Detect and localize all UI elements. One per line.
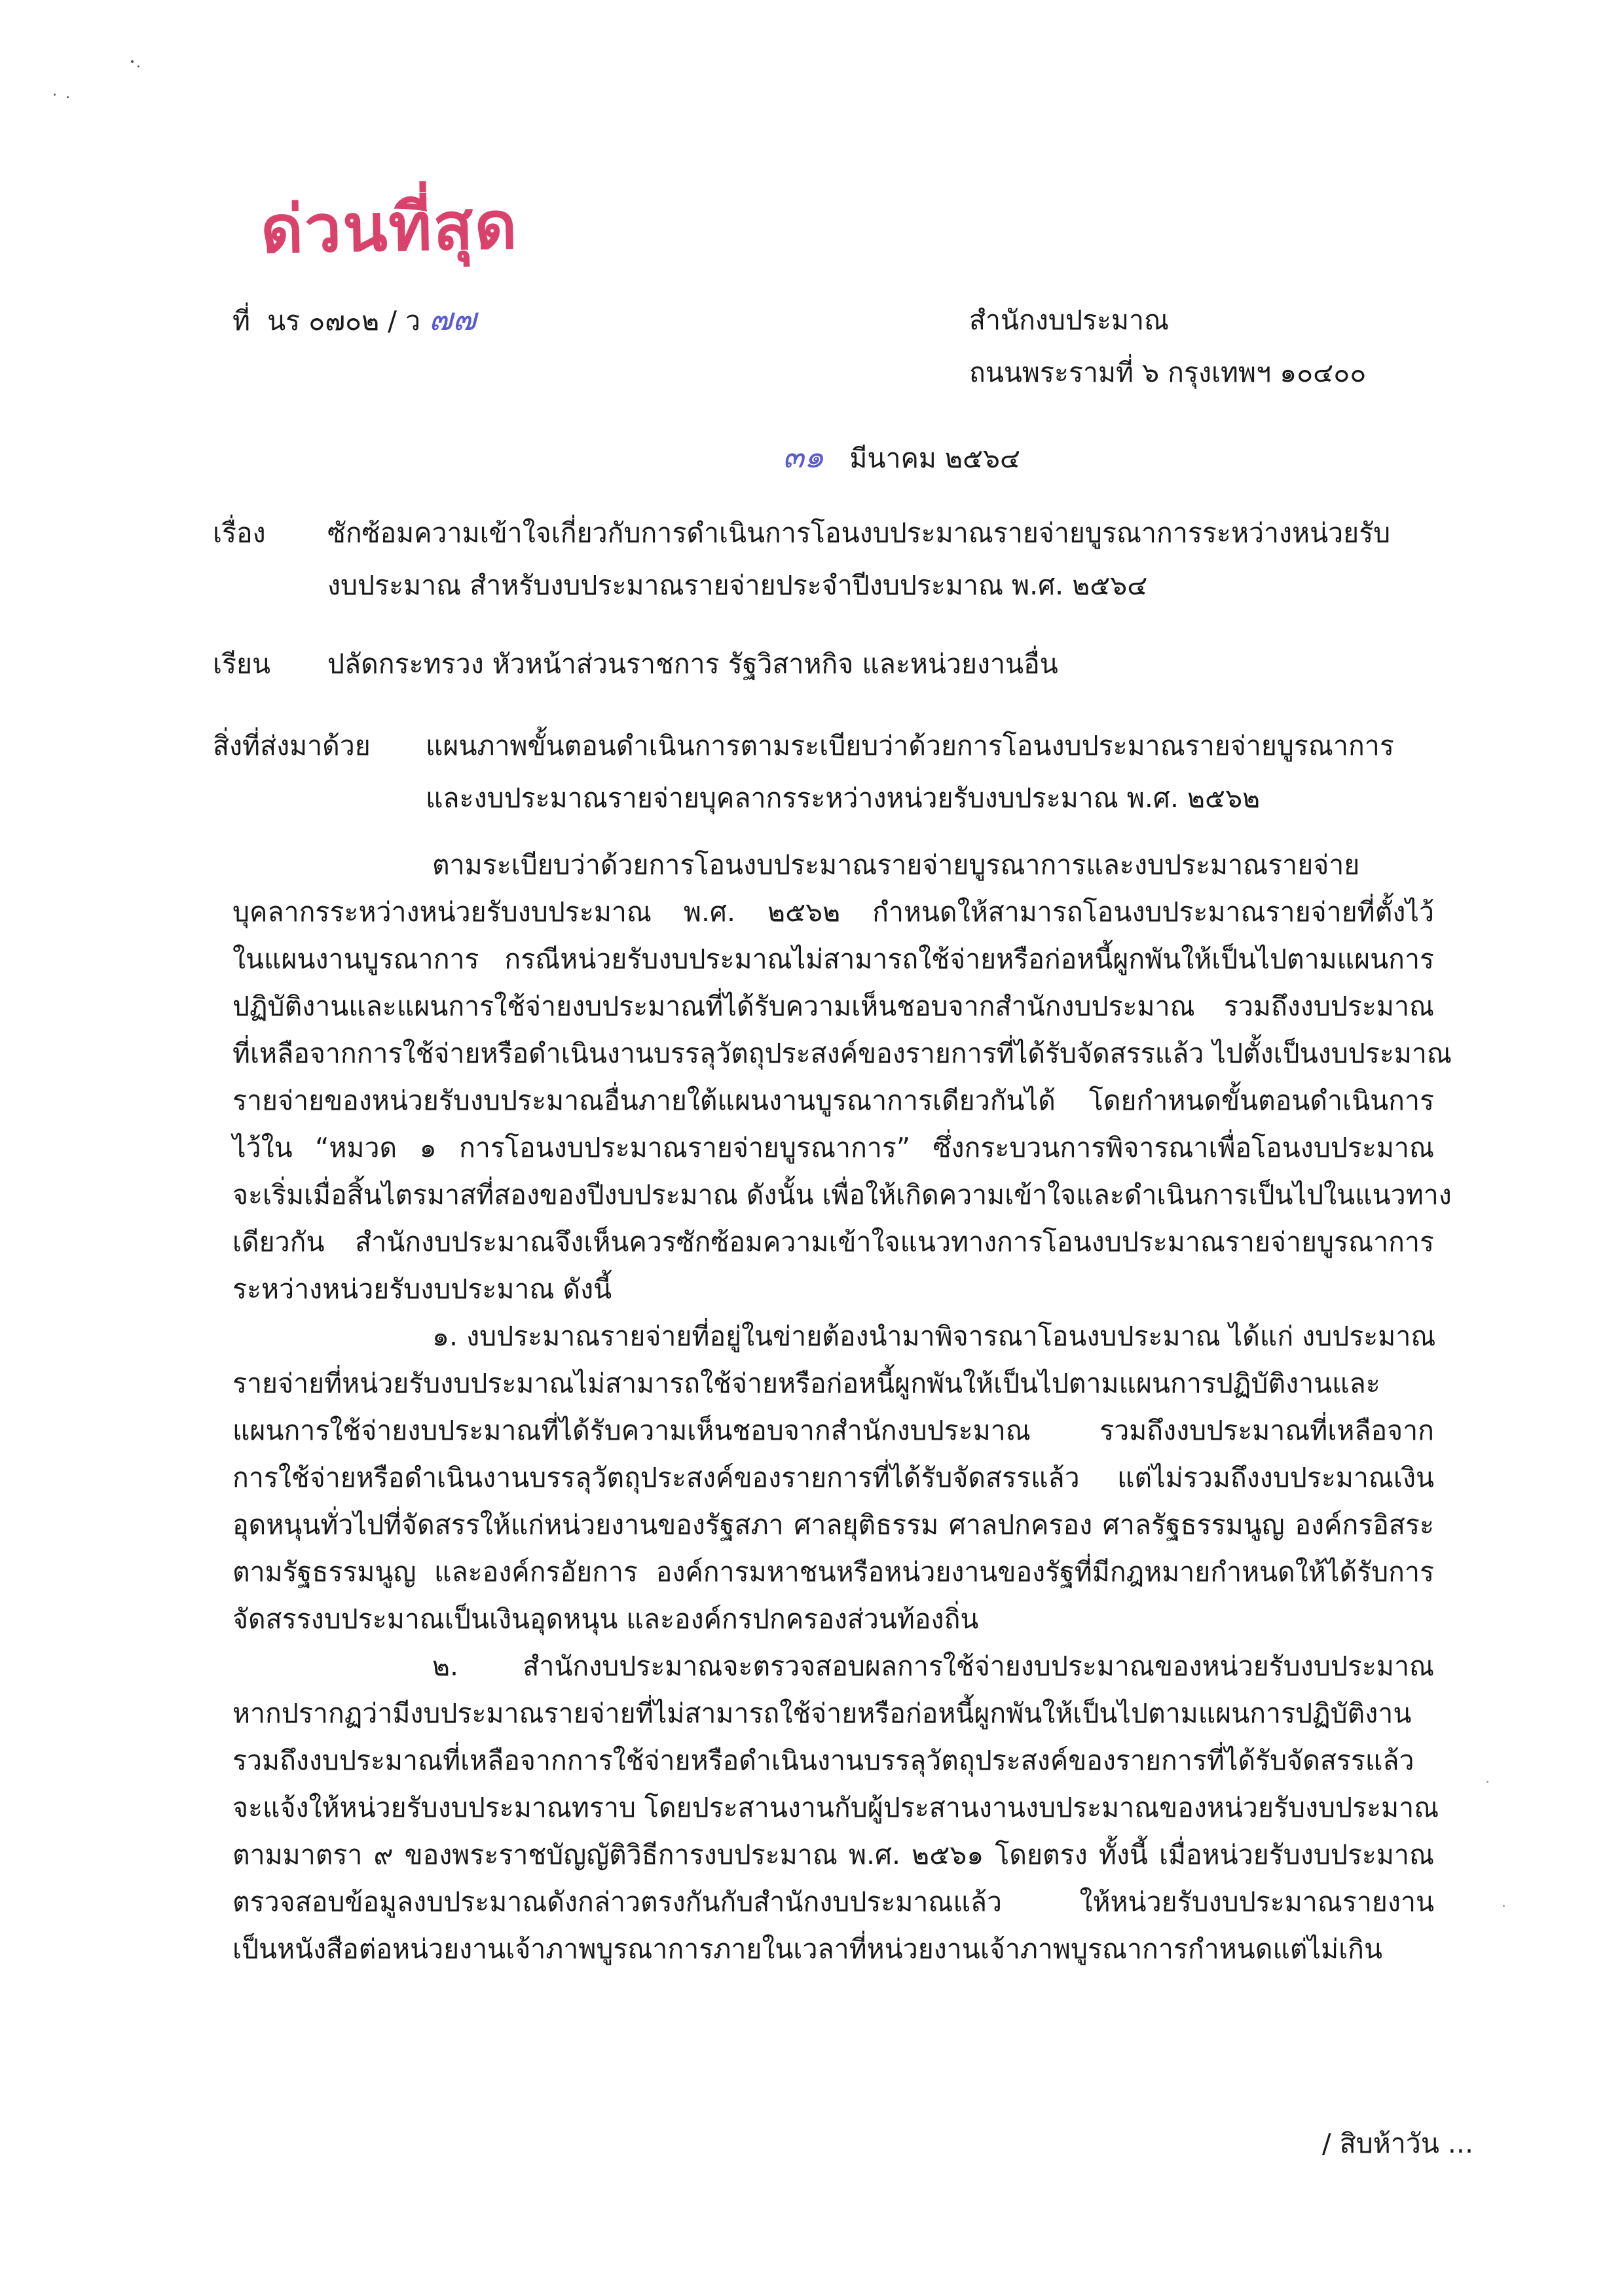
reference-number [232, 301, 476, 339]
paragraph-line: จะเริ่มเมื่อสิ้นไตรมาสที่สองของปีงบประมาณ ดังนั้น เพื่อให้เกิดความเข้าใจและดำเนินการเป็นไปในแนวทาง [232, 1179, 1452, 1211]
reference-handwritten-number: ๗๗ [429, 301, 477, 338]
subject-line: ซักซ้อมความเข้าใจเกี่ยวกับการดำเนินการโอนงบประมาณรายจ่ายบูรณาการระหว่างหน่วยรับ [327, 517, 1391, 549]
paragraph-line: ๒. สำนักงบประมาณจะตรวจสอบผลการใช้จ่ายงบประมาณของหน่วยรับงบประมาณ [432, 1650, 1434, 1682]
paragraph-line: ตามระเบียบว่าด้วยการโอนงบประมาณรายจ่ายบูรณาการและงบประมาณรายจ่าย [432, 849, 1360, 881]
subject-line: งบประมาณ สำหรับงบประมาณรายจ่ายประจำปีงบประมาณ พ.ศ. ๒๕๖๔ [327, 570, 1148, 601]
paper-speck [67, 96, 69, 98]
paper-speck [131, 60, 134, 63]
paper-speck [1486, 1781, 1488, 1783]
paper-speck [138, 65, 139, 67]
paragraph-line: ตรวจสอบข้อมูลงบประมาณดังกล่าวตรงกันกับสำนักงบประมาณแล้ว ให้หน่วยรับงบประมาณรายงาน [232, 1886, 1434, 1918]
sender-address: ถนนพระรามที่ ๖ กรุงเทพฯ ๑๐๔๐๐ [969, 357, 1367, 388]
subject-label: เรื่อง [213, 517, 266, 549]
enclosure-line: และงบประมาณรายจ่ายบุคลากรระหว่างหน่วยรับงบประมาณ พ.ศ. ๒๕๖๒ [426, 782, 1261, 814]
paragraph-line: บุคลากรระหว่างหน่วยรับงบประมาณ พ.ศ. ๒๕๖๒ กำหนดให้สามารถโอนงบประมาณรายจ่ายที่ตั้งไว้ [232, 896, 1434, 928]
addressee-label: เรียน [213, 648, 271, 680]
paragraph-line: ตามมาตรา ๙ ของพระราชบัญญัติวิธีการงบประมาณ พ.ศ. ๒๕๖๑ โดยตรง ทั้งนี้ เมื่อหน่วยรับงบประมาณ [232, 1839, 1434, 1870]
paragraph-line: จะแจ้งให้หน่วยรับงบประมาณทราบ โดยประสานงานกับผู้ประสานงานงบประมาณของหน่วยรับงบประมาณ [232, 1792, 1439, 1823]
paragraph-line: ๑. งบประมาณรายจ่ายที่อยู่ในข่ายต้องนำมาพิจารณาโอนงบประมาณ ได้แก่ งบประมาณ [432, 1321, 1436, 1352]
paragraph-line: แผนการใช้จ่ายงบประมาณที่ได้รับความเห็นชอบจากสำนักงบประมาณ รวมถึงงบประมาณที่เหลือจาก [232, 1415, 1434, 1446]
paper-speck [1503, 1905, 1505, 1907]
paragraph-line: จัดสรรงบประมาณเป็นเงินอุดหนุน และองค์กรปกครองส่วนท้องถิ่น [232, 1603, 979, 1635]
document-date [783, 439, 1020, 477]
paper-speck [54, 94, 56, 96]
paragraph-line: ตามรัฐธรรมนูญ และองค์กรอัยการ องค์การมหาชนหรือหน่วยงานของรัฐที่มีกฎหมายกำหนดให้ได้รับการ [232, 1556, 1434, 1588]
page-continuation: / สิบห้าวัน ... [1321, 2128, 1473, 2159]
item-1-paragraph [232, 1313, 1434, 1643]
paragraph-line: ในแผนงานบูรณาการ กรณีหน่วยรับงบประมาณไม่สามารถใช้จ่ายหรือก่อหนี้ผูกพันให้เป็นไปตามแผนการ [232, 943, 1434, 975]
urgency-stamp: ด่วนที่สุด [259, 186, 519, 268]
paragraph-line: รวมถึงงบประมาณที่เหลือจากการใช้จ่ายหรือดำเนินงานบรรลุวัตถุประสงค์ของรายการที่ได้รับจัดสรรแล้ว [232, 1745, 1414, 1776]
paragraph-line: เดียวกัน สำนักงบประมาณจึงเห็นควรซักซ้อมความเข้าใจแนวทางการโอนงบประมาณรายจ่ายบูรณาการ [232, 1226, 1434, 1258]
addressee-text: ปลัดกระทรวง หัวหน้าส่วนราชการ รัฐวิสาหกิจ และหน่วยงานอื่น [327, 648, 1058, 680]
intro-paragraph [232, 841, 1452, 1313]
reference-label: ที่ [232, 305, 251, 337]
paragraph-line: หากปรากฏว่ามีงบประมาณรายจ่ายที่ไม่สามารถใช้จ่ายหรือก่อหนี้ผูกพันให้เป็นไปตามแผนการปฏิบัติงาน [232, 1698, 1412, 1729]
date-month-year: มีนาคม ๒๕๖๔ [849, 443, 1021, 474]
enclosure-line: แผนภาพขั้นตอนดำเนินการตามระเบียบว่าด้วยการโอนงบประมาณรายจ่ายบูรณาการ [426, 730, 1394, 761]
paragraph-line: ปฏิบัติงานและแผนการใช้จ่ายงบประมาณที่ได้รับความเห็นชอบจากสำนักงบประมาณ รวมถึงงบประมาณ [232, 991, 1434, 1022]
paragraph-line: เป็นหนังสือต่อหน่วยงานเจ้าภาพบูรณาการภายในเวลาที่หน่วยงานเจ้าภาพบูรณาการกำหนดแต่ไม่เกิน [232, 1933, 1383, 1965]
paragraph-line: ไว้ใน “หมวด ๑ การโอนงบประมาณรายจ่ายบูรณาการ” ซึ่งกระบวนการพิจารณาเพื่อโอนงบประมาณ [232, 1132, 1434, 1163]
paragraph-line: การใช้จ่ายหรือดำเนินงานบรรลุวัตถุประสงค์ของรายการที่ได้รับจัดสรรแล้ว แต่ไม่รวมถึงงบประมาณเงิน [232, 1462, 1434, 1493]
item-2-paragraph [232, 1643, 1439, 1973]
paragraph-line: รายจ่ายที่หน่วยรับงบประมาณไม่สามารถใช้จ่ายหรือก่อหนี้ผูกพันให้เป็นไปตามแผนการปฏิบัติงานและ [232, 1368, 1380, 1399]
paragraph-line: ที่เหลือจากการใช้จ่ายหรือดำเนินงานบรรลุวัตถุประสงค์ของรายการที่ได้รับจัดสรรแล้ว ไปตั้งเป็นงบประมาณ [232, 1038, 1452, 1069]
paragraph-line: อุดหนุนทั่วไปที่จัดสรรให้แก่หน่วยงานของรัฐสภา ศาลยุติธรรม ศาลปกครอง ศาลรัฐธรรมนูญ องค์กรอิสระ [232, 1509, 1434, 1540]
sender-office: สำนักงบประมาณ [969, 304, 1170, 336]
enclosure-label: สิ่งที่ส่งมาด้วย [213, 730, 371, 761]
paragraph-line: รายจ่ายของหน่วยรับงบประมาณอื่นภายใต้แผนงานบูรณาการเดียวกันได้ โดยกำหนดขั้นตอนดำเนินการ [232, 1085, 1434, 1116]
date-day-handwritten: ๓๑ [783, 439, 824, 475]
paragraph-line: ระหว่างหน่วยรับงบประมาณ ดังนี้ [232, 1273, 612, 1305]
reference-code: นร ๐๗๐๒ / ว [267, 305, 420, 337]
